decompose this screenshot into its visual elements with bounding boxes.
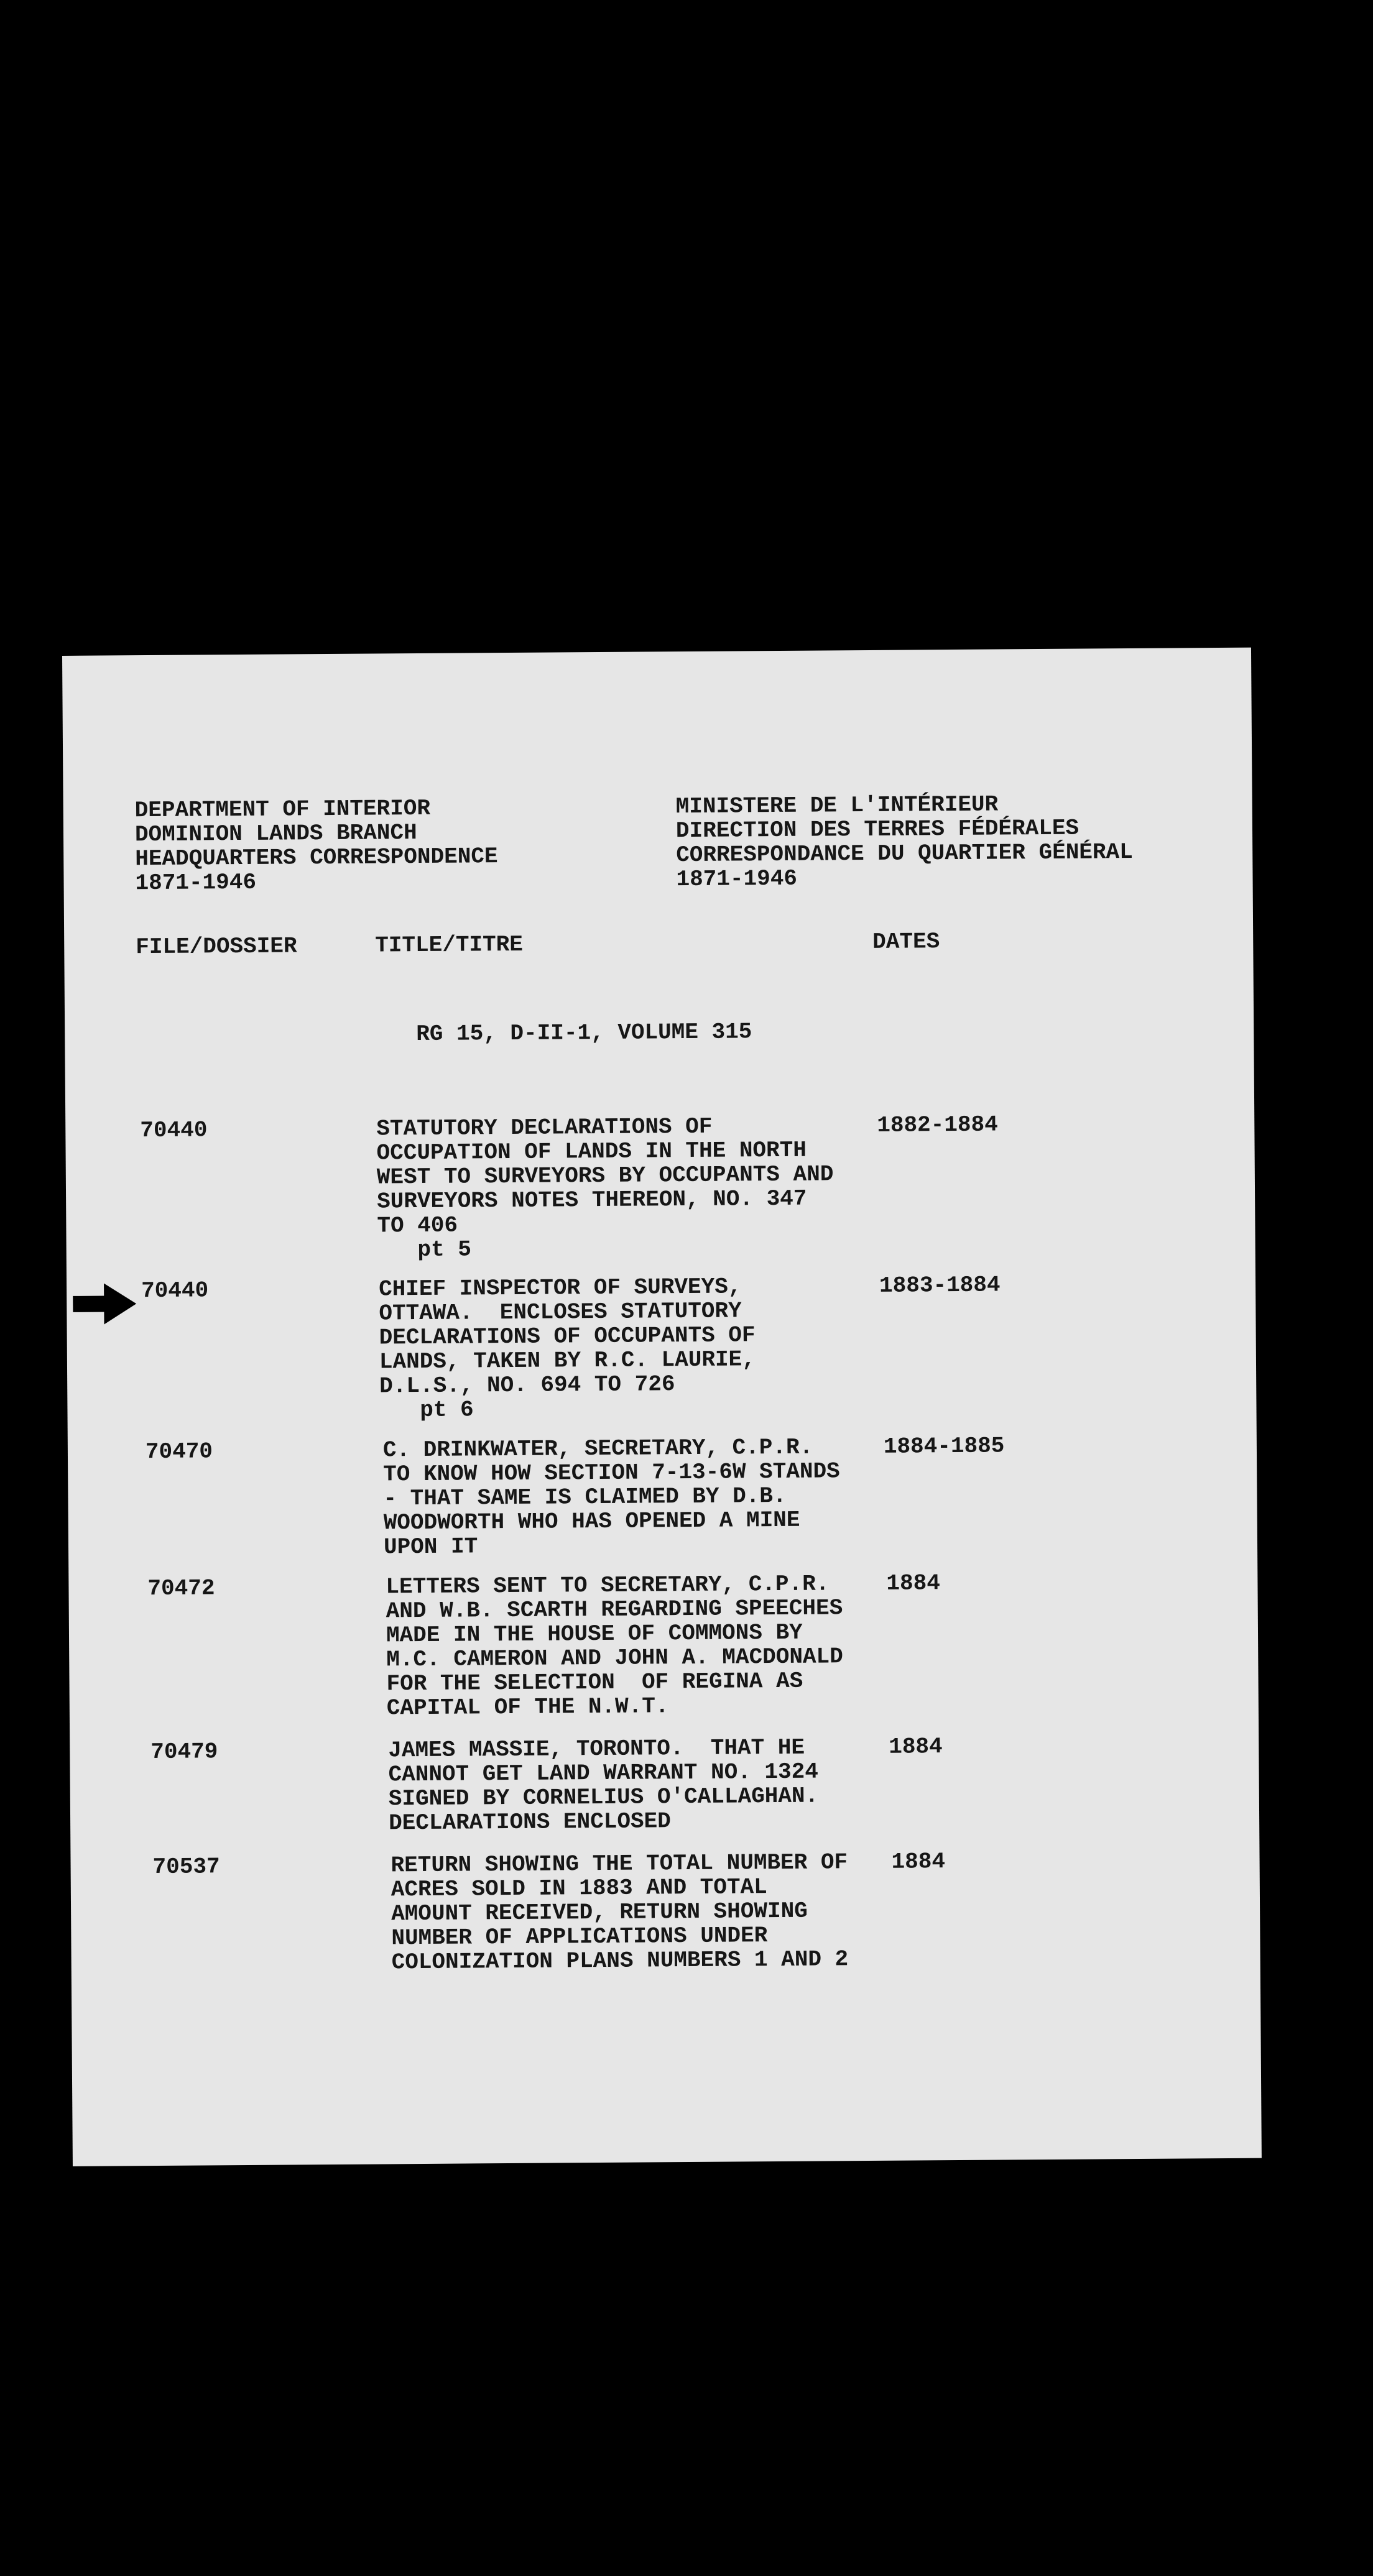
entry-file-number: 70537 [152,1854,220,1880]
entry-dates: 1884 [889,1734,943,1760]
entry-file-number: 70472 [147,1575,215,1602]
entry-dates: 1883-1884 [879,1272,1001,1299]
entry-file-number: 70479 [150,1739,218,1765]
volume-reference: RG 15, D-II-1, VOLUME 315 [416,1019,752,1047]
entry-title: JAMES MASSIE, TORONTO. THAT HE CANNOT GET LAND WARRANT NO. 1324 SIGNED BY CORNELIUS O'CALLAGHAN. DECLARATIONS ENCLOSED [388,1734,819,1836]
entry-dates: 1884 [886,1570,941,1596]
header-french: MINISTERE DE L'INTÉRIEUR DIRECTION DES TERRES FÉDÉRALES CORRESPONDANCE DU QUARTIER GÉNÉRAL 1871-1946 [675,791,1133,893]
document-page [62,648,1262,2166]
entry-file-number: 70440 [141,1277,209,1304]
entry-title: CHIEF INSPECTOR OF SURVEYS, OTTAWA. ENCLOSES STATUTORY DECLARATIONS OF OCCUPANTS OF LANDS, TAKEN BY R.C. LAURIE, D.L.S., NO. 694 TO 726 pt 6 [378,1274,756,1424]
column-header-title: TITLE/TITRE [375,931,524,959]
column-header-file: FILE/DOSSIER [136,933,297,960]
entry-title: LETTERS SENT TO SECRETARY, C.P.R. AND W.B. SCARTH REGARDING SPEECHES MADE IN THE HOUSE OF COMMONS BY M.C. CAMERON AND JOHN A. MACDONALD FOR THE SELECTION OF REGINA AS CAPITAL OF THE N.W.T. [386,1571,843,1721]
header-english: DEPARTMENT OF INTERIOR DOMINION LANDS BRANCH HEADQUARTERS CORRESPONDENCE 1871-1946 [134,795,498,896]
column-header-dates: DATES [872,929,940,955]
entry-title: C. DRINKWATER, SECRETARY, C.P.R. TO KNOW HOW SECTION 7-13-6W STANDS - THAT SAME IS CLAIMED BY D.B. WOODWORTH WHO HAS OPENED A MINE UPON IT [382,1434,840,1560]
entry-dates: 1884-1885 [883,1433,1005,1460]
entry-title: STATUTORY DECLARATIONS OF OCCUPATION OF LANDS IN THE NORTH WEST TO SURVEYORS BY OCCUPANTS AND SURVEYORS NOTES THEREON, NO. 347 TO 406 pt 5 [376,1113,834,1263]
entry-file-number: 70470 [145,1438,213,1465]
entry-file-number: 70440 [140,1117,208,1144]
entry-title: RETURN SHOWING THE TOTAL NUMBER OF ACRES SOLD IN 1883 AND TOTAL AMOUNT RECEIVED, RETURN SHOWING NUMBER OF APPLICATIONS UNDER COLONIZATION PLANS NUMBERS 1 AND 2 [391,1849,849,1976]
entry-dates: 1882-1884 [877,1111,998,1138]
entry-dates: 1884 [891,1849,946,1875]
